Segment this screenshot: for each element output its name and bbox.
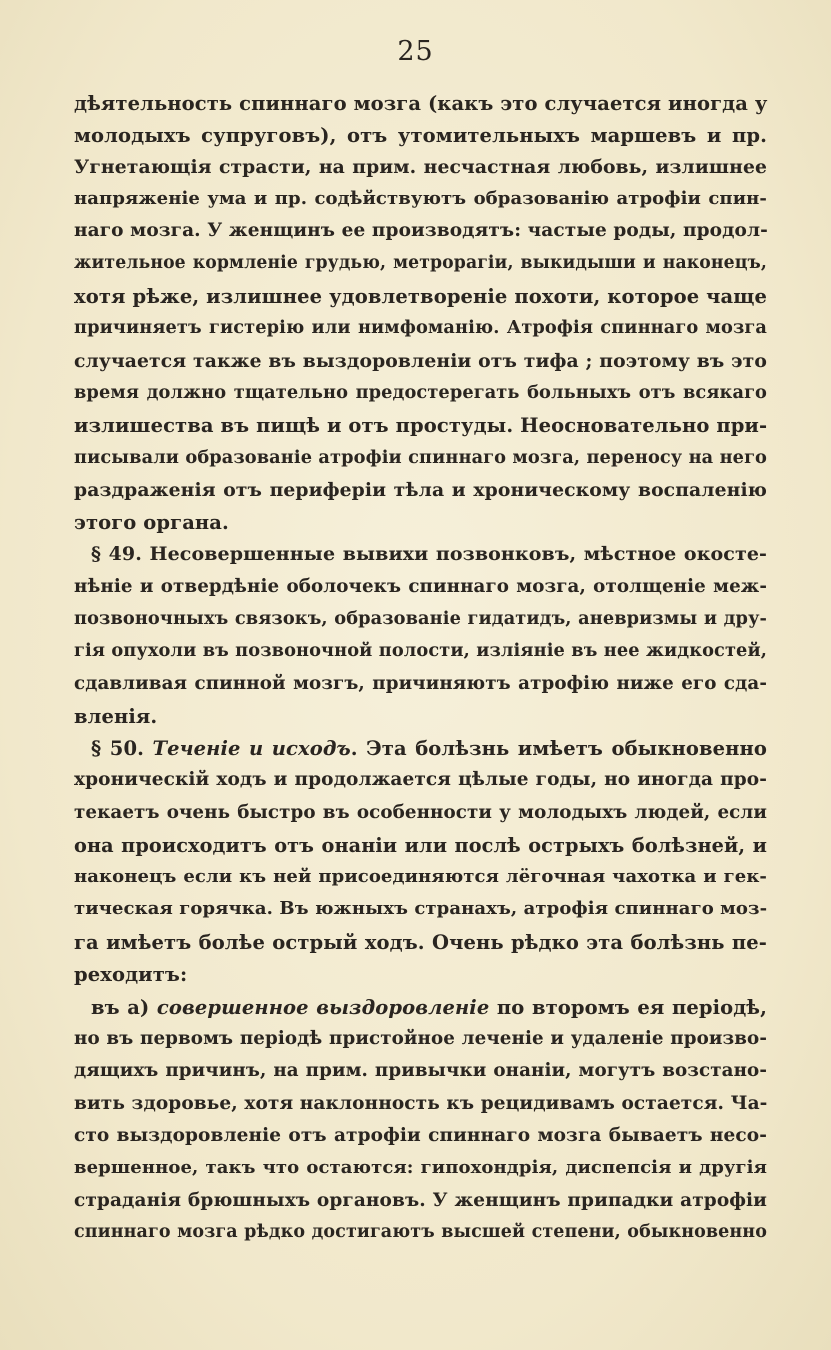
paragraph-50-start: § 50. Теченіе и исходъ. Эта болѣзнь имѣетъ обыкновенно: [91, 737, 767, 760]
text-line: но въ первомъ періодѣ пристойное леченіе и удаленіе произво-: [74, 1028, 767, 1049]
text-line: молодыхъ супруговъ), отъ утомительныхъ маршевъ и пр.: [74, 124, 767, 147]
text-line: наго мозга. У женщинъ ее производятъ: частые роды, продол-: [74, 220, 768, 241]
text-line: писывали образованіе атрофіи спиннаго мозга, переносу на него: [74, 447, 767, 468]
text-line: вершенное, такъ что остаются: гипохондрія, диспепсія и другія: [74, 1157, 767, 1178]
text-line: реходитъ:: [74, 963, 188, 986]
text-line: га имѣетъ болѣе острый ходъ. Очень рѣдко эта болѣзнь пе-: [74, 931, 767, 954]
text-line: вить здоровье, хотя наклонность къ рецидивамъ остается. Ча-: [74, 1093, 768, 1114]
text-line: хотя рѣже, излишнее удовлетвореніе похоти, которое чаще: [74, 285, 767, 308]
text-line: жительное кормленіе грудью, метрорагіи, выкидыши и наконецъ,: [74, 253, 767, 273]
text-line: позвоночныхъ связокъ, образованіе гидатидъ, аневризмы и дру-: [74, 608, 767, 629]
emphasis-italic: совершенное выздоровленіе: [156, 996, 490, 1019]
text-line: время должно тщательно предостерегать больныхъ отъ всякаго: [74, 382, 767, 403]
text-line: случается также въ выздоровленіи отъ тифа ; поэтому въ это: [74, 350, 767, 372]
section-heading-italic: Теченіе и исходъ: [152, 737, 351, 760]
text-line: страданія брюшныхъ органовъ. У женщинъ припадки атрофіи: [74, 1190, 767, 1211]
text-line: дѣятельность спиннаго мозга (какъ это случается иногда у: [74, 92, 768, 115]
page-number: 25: [397, 36, 434, 67]
text-line: этого органа.: [74, 511, 229, 534]
text-line: сдавливая спинной мозгъ, причиняютъ атрофію ниже его сда-: [74, 673, 767, 694]
text-line: вленія.: [74, 705, 158, 728]
section-number: § 49.: [91, 543, 150, 565]
text-line: излишества въ пищѣ и отъ простуды. Неосновательно при-: [74, 414, 768, 437]
text-line: гія опухоли въ позвоночной полости, изліяніе въ нее жидкостей,: [74, 640, 767, 661]
text-line: причиняетъ гистерію или нимфоманію. Атрофія спиннаго мозга: [74, 317, 767, 338]
text-line: текаетъ очень быстро въ особенности у молодыхъ людей, если: [74, 802, 767, 823]
text-line: Угнетающія страсти, на прим. несчастная любовь, излишнее: [74, 156, 767, 178]
text-line: наконецъ если къ ней присоединяются лёгочная чахотка и гек-: [74, 866, 767, 887]
text-line: тическая горячка. Въ южныхъ странахъ, атрофія спиннаго моз-: [74, 898, 768, 919]
section-number: § 50.: [91, 737, 153, 760]
text-line: сто выздоровленіе отъ атрофіи спиннаго мозга бываетъ несо-: [74, 1125, 767, 1146]
text-line: она происходитъ отъ онаніи или послѣ острыхъ болѣзней, и: [74, 834, 767, 857]
paragraph-49-start: § 49. Несовершенные вывихи позвонковъ, мѣстное окостe-: [91, 543, 767, 565]
text-line: хроническій ходъ и продолжается цѣлые годы, но иногда про-: [74, 769, 767, 790]
list-item-a: въ а) совершенное выздоровленіе по второмъ ея періодѣ,: [91, 996, 768, 1019]
text-line: нѣніе и отвердѣніе оболочекъ спиннаго мозга, отолщеніе меж-: [74, 576, 767, 597]
text-line: напряженіе ума и пр. содѣйствуютъ образованію атрофіи спин-: [74, 188, 767, 209]
text-line: дящихъ причинъ, на прим. привычки онаніи, могутъ возстано-: [74, 1060, 767, 1081]
text-line: спиннаго мозга рѣдко достигаютъ высшей степени, обыкновенно: [74, 1222, 767, 1242]
text-line: раздраженія отъ периферіи тѣла и хроническому воспаленію: [74, 479, 767, 501]
